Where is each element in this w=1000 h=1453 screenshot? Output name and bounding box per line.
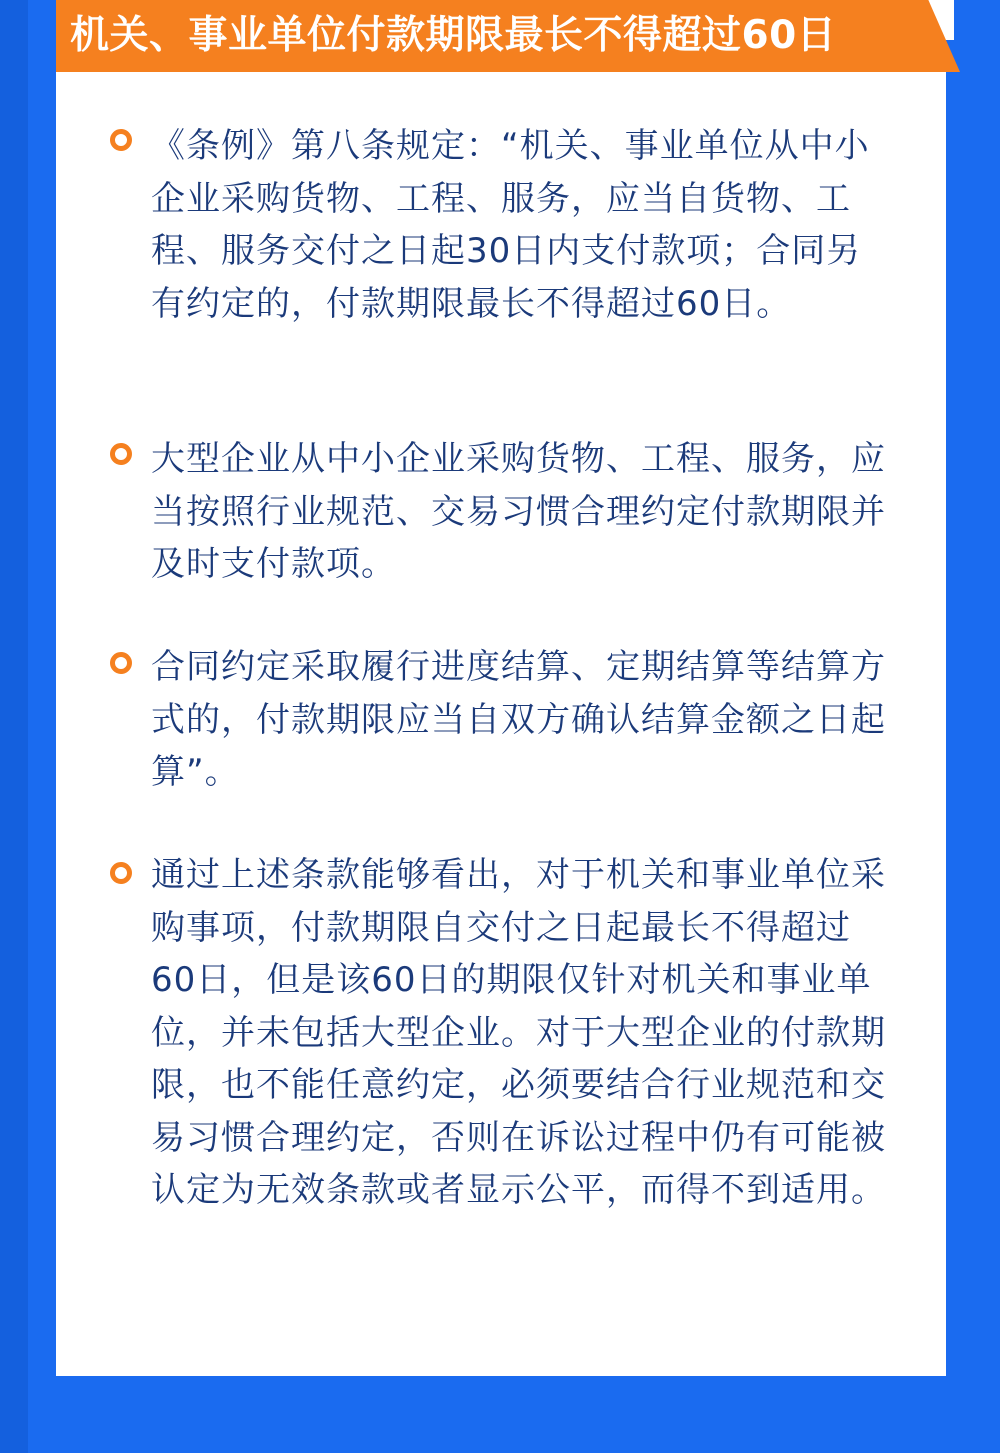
list-item-2-text: 大型企业从中小企业采购货物、工程、服务，应当按照行业规范、交易习惯合理约定付款期限并及时支付款项。: [151, 439, 886, 584]
page-title: 机关、事业单位付款期限最长不得超过60日: [70, 13, 837, 58]
list-item-1-text: 《条例》第八条规定：“机关、事业单位从中小企业采购货物、工程、服务，应当自货物、工程、服务交付之日起30日内支付款项；合同另有约定的，付款期限最长不得超过60日。: [151, 126, 870, 324]
header-accent: [946, 0, 954, 40]
orange-ring-bullet-icon: [110, 129, 132, 151]
orange-ring-bullet-icon: [110, 443, 132, 465]
list-item-3-text: 合同约定采取履行进度结算、定期结算等结算方式的，付款期限应当自双方确认结算金额之日起算”。: [151, 647, 886, 792]
orange-ring-bullet-icon: [110, 652, 132, 674]
orange-ring-bullet-icon: [110, 862, 132, 884]
background-edge: [0, 0, 28, 1453]
list-item-4-text: 通过上述条款能够看出，对于机关和事业单位采购事项，付款期限自交付之日起最长不得超过60日，但是该60日的期限仅针对机关和事业单位，并未包括大型企业。对于大型企业的付款期限，也不能任意约定，必须要结合行业规范和交易习惯合理约定，否则在诉讼过程中仍有可能被认定为无效条款或者显示公平，而得不到适用。: [151, 855, 886, 1210]
